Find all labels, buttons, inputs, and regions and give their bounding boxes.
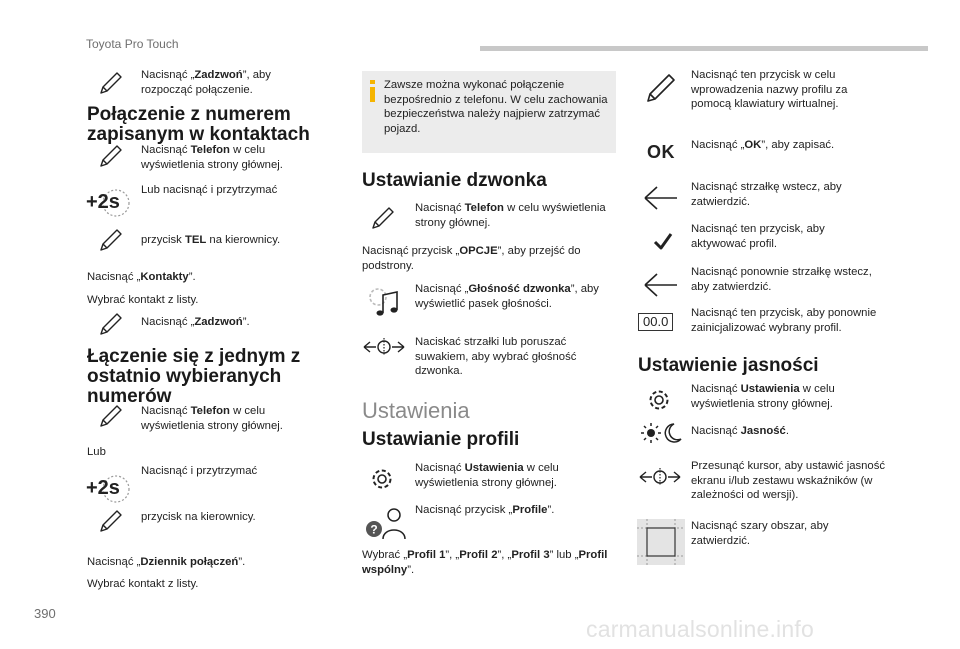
long-press-text-2: Nacisnąć i przytrzymać <box>141 465 258 477</box>
settings-music-icon <box>365 283 403 319</box>
grey-area-icon <box>637 519 685 565</box>
info-icon <box>369 80 377 102</box>
pencil-icon <box>98 143 124 169</box>
brightness-slider-text: Przesunąć kursor, aby ustawić jasność ekranu i/lub zestawu wskaźników (w zależności od wersji). <box>691 460 886 501</box>
back-confirm-text: Nacisnąć strzałkę wstecz, aby zatwierdzić. <box>691 181 842 208</box>
contacts-instruction: Nacisnąć „Kontakty”. <box>87 271 196 283</box>
phone-instruction-2: Nacisnąć Telefon w celu wyświetlenia strony głównej. <box>141 405 283 432</box>
grey-area-text: Nacisnąć szary obszar, aby zatwierdzić. <box>691 520 829 547</box>
phone-instruction-3: Nacisnąć Telefon w celu wyświetlenia strony głównej. <box>415 202 606 229</box>
edit-name-text: Nacisnąć ten przycisk w celu wprowadzenia nazwy profilu za pomocą klawiatury wirtualnej. <box>691 69 848 110</box>
info-box <box>362 71 616 153</box>
select-contact-text: Wybrać kontakt z listy. <box>87 294 199 306</box>
info-text: Zawsze można wykonać połączenie bezpośrednio z telefonu. W celu zachowania bezpieczeństwa należy najpierw zatrzymać pojazd. <box>384 79 608 135</box>
heading-contacts: Połączenie z numerem zapisanym w kontaktach <box>87 104 310 145</box>
steering-button-text: przycisk na kierownicy. <box>141 511 256 523</box>
gear-icon <box>645 386 673 414</box>
activate-profile-text: Nacisnąć ten przycisk, aby aktywować profil. <box>691 223 825 250</box>
watermark: carmanualsonline.info <box>586 616 814 642</box>
tel-button-text: przycisk TEL na kierownicy. <box>141 234 281 246</box>
checkmark-icon <box>652 230 674 252</box>
pencil-icon <box>98 70 124 96</box>
call-log-instruction: Nacisnąć „Dziennik połączeń”. <box>87 556 246 568</box>
or-text: Lub <box>87 446 106 458</box>
pencil-icon <box>98 311 124 337</box>
back-confirm-text-2: Nacisnąć ponownie strzałkę wstecz, aby zatwierdzić. <box>691 266 872 293</box>
brightness-icon <box>640 421 684 445</box>
ok-save-text: Nacisnąć „OK”, aby zapisać. <box>691 139 835 151</box>
heading-brightness: Ustawienie jasności <box>638 355 819 376</box>
long-press-text: Lub nacisnąć i przytrzymać <box>141 184 278 196</box>
profile-help-icon <box>364 505 408 541</box>
page-number: 390 <box>34 606 56 621</box>
reset-value-display: 00.0 <box>638 313 673 331</box>
options-instruction: Nacisnąć przycisk „OPCJE”, aby przejść do podstrony. <box>362 245 581 272</box>
settings-instruction: Nacisnąć Ustawienia w celu wyświetlenia strony głównej. <box>415 462 559 489</box>
pencil-icon <box>98 403 124 429</box>
back-arrow-icon <box>641 183 681 213</box>
pencil-icon <box>370 205 396 231</box>
call-instruction: Nacisnąć „Zadzwoń”, aby rozpocząć połączenie. <box>141 69 271 96</box>
choose-profile-text: Wybrać „Profil 1”, „Profil 2”, „Profil 3” lub „Profil wspólny”. <box>362 549 608 576</box>
heading-ringtone: Ustawianie dzwonka <box>362 170 547 191</box>
heading-profiles: Ustawianie profili <box>362 429 520 450</box>
ring-volume-instruction: Nacisnąć „Głośność dzwonka”, aby wyświetlić pasek głośności. <box>415 283 599 310</box>
reset-profile-text: Nacisnąć ten przycisk, aby ponownie zainicjalizować wybrany profil. <box>691 307 877 334</box>
phone-instruction: Nacisnąć Telefon w celu wyświetlenia strony głównej. <box>141 144 283 171</box>
heading-recent: Łączenie się z jednym z ostatnio wybieranych numerów <box>87 346 301 407</box>
volume-slider-text: Naciskać strzałki lub poruszać suwakiem, aby wybrać głośność dzwonka. <box>415 336 577 377</box>
header-bar <box>480 46 928 51</box>
back-arrow-icon <box>641 270 681 300</box>
call-instruction-2: Nacisnąć „Zadzwoń”. <box>141 316 250 328</box>
ok-button-label: OK <box>647 142 675 162</box>
long-press-badge: +2s <box>86 191 120 213</box>
svg-text:?: ? <box>370 522 378 537</box>
settings-instruction-2: Nacisnąć Ustawienia w celu wyświetlenia strony głównej. <box>691 383 835 410</box>
pencil-icon <box>98 508 124 534</box>
slider-arrows-icon <box>638 466 682 488</box>
header-title: Toyota Pro Touch <box>86 37 179 51</box>
slider-arrows-icon <box>362 336 406 358</box>
pencil-icon <box>98 227 124 253</box>
gear-icon <box>368 465 396 493</box>
brightness-instruction: Nacisnąć Jasność. <box>691 425 789 437</box>
long-press-badge-2: +2s <box>86 477 120 499</box>
section-title-settings: Ustawienia <box>362 398 470 423</box>
profile-button-instruction: Nacisnąć przycisk „Profile”. <box>415 504 555 516</box>
select-contact-text-2: Wybrać kontakt z listy. <box>87 578 199 590</box>
pencil-icon <box>644 71 678 105</box>
